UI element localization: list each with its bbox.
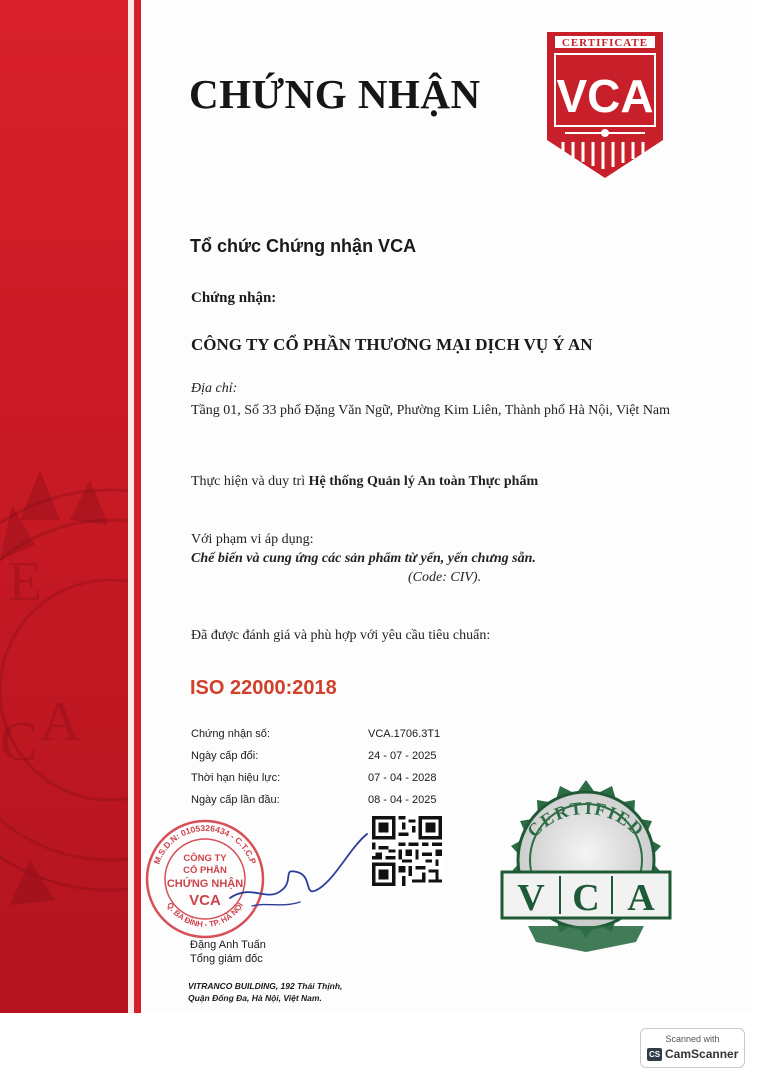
logo-banner-text: CERTIFICATE: [561, 37, 649, 49]
organization-name: Tổ chức Chứng nhận VCA: [190, 236, 417, 256]
certified-arc-text: CERTIFIED: [523, 797, 649, 842]
certificate-title: CHỨNG NHẬN: [189, 71, 481, 117]
company-name: CÔNG TY CỔ PHẦN THƯƠNG MẠI DỊCH VỤ Ý AN: [191, 335, 593, 354]
system-statement: [191, 474, 538, 490]
svg-text:A: A: [40, 691, 81, 753]
assessed-statement: Đã được đánh giá và phù hợp với yêu cầu tiêu chuẩn:: [191, 628, 491, 643]
stamp-line-2: CỔ PHẦN: [183, 865, 227, 876]
watermark-seal-icon: [0, 0, 128, 1013]
standard-name: ISO 22000:2018: [190, 677, 337, 699]
stamp-bottom-text: Q. BA ĐÌNH - TP. HÀ NỘI: [164, 900, 245, 930]
svg-text:E: E: [8, 551, 43, 613]
certified-letter-a: A: [627, 877, 655, 919]
detail-label-expiry-date: Thời hạn hiệu lực:: [191, 772, 281, 784]
system-name: Hệ thống Quản lý An toàn Thực phẩm: [308, 474, 539, 489]
detail-label-certificate-number: Chứng nhận số:: [191, 728, 270, 740]
camscanner-watermark: [640, 1028, 745, 1068]
svg-text:C: C: [0, 711, 38, 773]
footer-line-1: VITRANCO BUILDING, 192 Thái Thịnh,: [188, 981, 343, 991]
signer-name: Đặng Anh Tuấn: [190, 939, 266, 951]
footer-address: [188, 980, 388, 1004]
scope-label: Với phạm vi áp dụng:: [191, 532, 314, 547]
certified-vca-emblem: [488, 776, 684, 972]
camscanner-scanned-with: Scanned with: [665, 1034, 720, 1044]
detail-label-first-issue-date: Ngày cấp lần đầu:: [191, 794, 280, 806]
detail-label-reissue-date: Ngày cấp đổi:: [191, 750, 259, 762]
stamp-line-1: CÔNG TY: [183, 853, 227, 864]
stamp-ring-text: M.S.D.N: 0105326434 - C.T.C.P: [151, 822, 259, 866]
scope-text: Chế biến và cung ứng các sản phẩm từ yến, yến chưng sẵn.: [191, 551, 536, 566]
detail-value-reissue-date: 24 - 07 - 2025: [368, 750, 437, 762]
scope-code: (Code: CIV).: [408, 570, 482, 585]
logo-letters: VCA: [556, 70, 654, 122]
signature-icon: [222, 828, 372, 918]
footer-line-2: Quận Đống Đa, Hà Nội, Việt Nam.: [188, 993, 322, 1003]
red-divider-line: [134, 0, 141, 1013]
stamp-line-3: CHỨNG NHẬN: [166, 878, 244, 890]
address-text: Tầng 01, Số 33 phố Đặng Văn Ngữ, Phường Kim Liên, Thành phố Hà Nội, Việt Nam: [191, 403, 671, 418]
stamp-line-4: VCA: [189, 892, 221, 909]
vca-certificate-shield-logo: [543, 28, 667, 180]
detail-value-first-issue-date: 08 - 04 - 2025: [368, 794, 437, 806]
camscanner-name: CamScanner: [665, 1047, 739, 1061]
certified-letter-c: C: [572, 877, 600, 919]
qr-code-icon[interactable]: [372, 816, 442, 886]
address-label: Địa chỉ:: [191, 381, 238, 396]
detail-value-expiry-date: 07 - 04 - 2028: [368, 772, 437, 784]
camscanner-logo-icon: CS: [648, 1050, 661, 1059]
signer-title: Tổng giám đốc: [190, 953, 263, 965]
certified-letter-v: V: [517, 877, 545, 919]
detail-value-certificate-number: VCA.1706.3T1: [368, 728, 441, 740]
certifies-label: Chứng nhận:: [191, 290, 277, 306]
system-prefix: Thực hiện và duy trì: [191, 474, 309, 489]
